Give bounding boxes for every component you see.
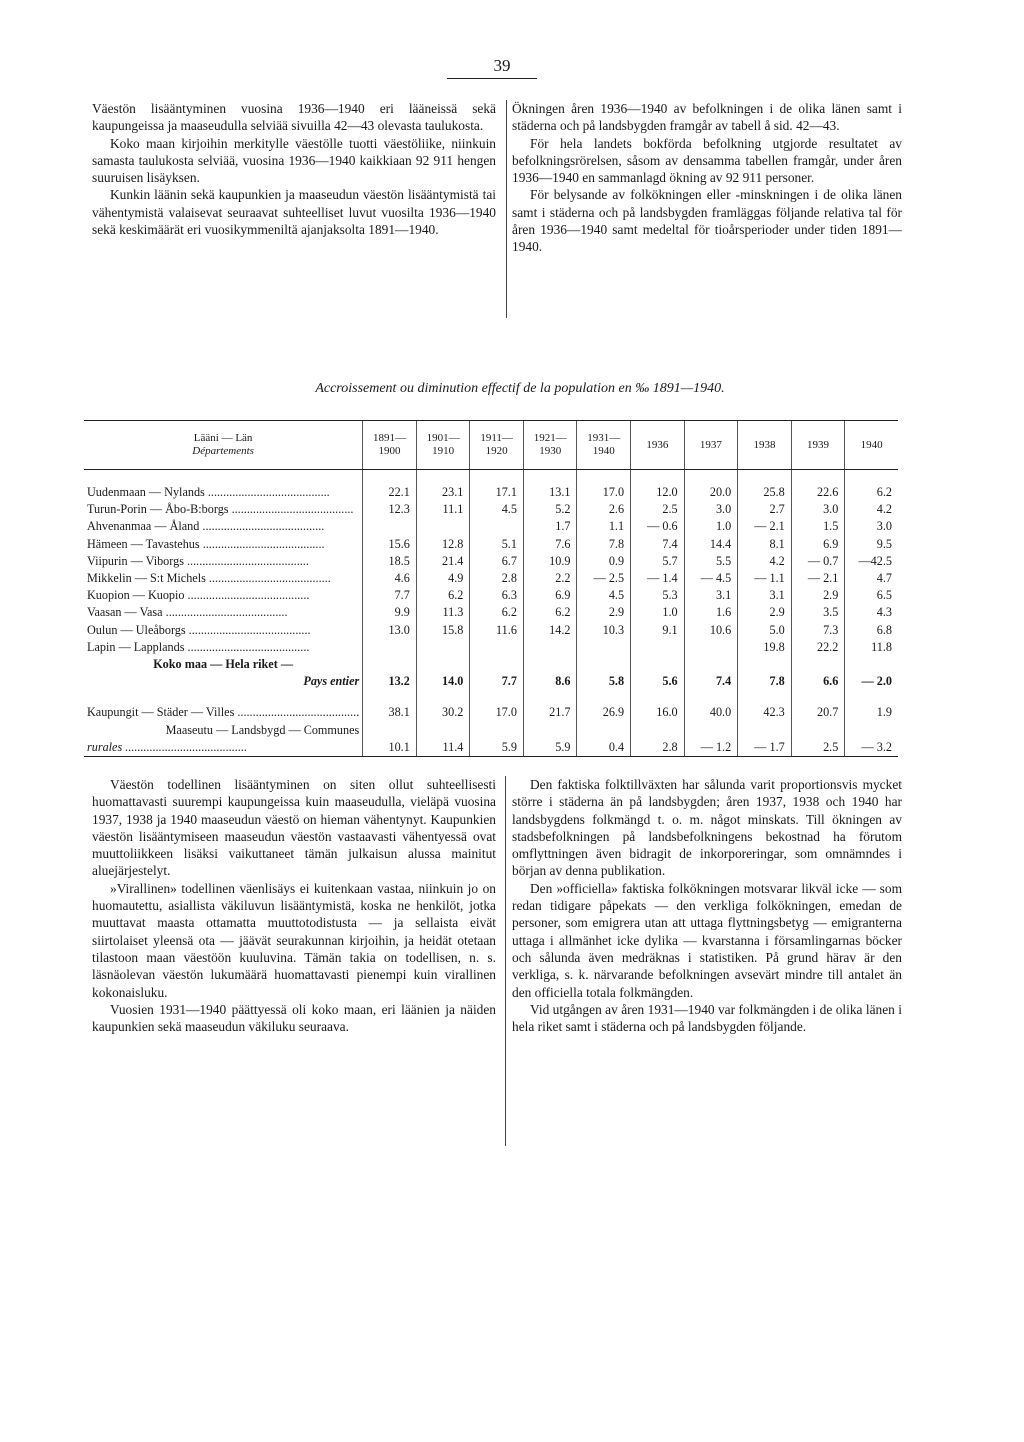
table-cell: 6.9 — [791, 536, 845, 553]
table-cell: 17.0 — [470, 704, 524, 721]
row-label — [84, 639, 363, 656]
row-label — [84, 721, 363, 738]
table-cell: 10.3 — [577, 622, 631, 639]
table-cell: 6.2 — [470, 604, 524, 621]
table-cell: 9.9 — [363, 604, 417, 621]
table-cell: 12.8 — [416, 536, 470, 553]
table-cell: 42.3 — [738, 704, 792, 721]
table-cell: 25.8 — [738, 484, 792, 501]
table-row — [84, 656, 898, 673]
row-label-text: Vaasan — Vasa ..... — [87, 605, 288, 619]
table-cell: — 3.2 — [845, 739, 898, 757]
table-cell: 11.1 — [416, 501, 470, 518]
column-header: 1911— 1920 — [470, 421, 524, 470]
table-cell: — 2.0 — [845, 673, 898, 690]
table-cell: 6.3 — [470, 587, 524, 604]
table-cell: 0.4 — [577, 739, 631, 757]
table-row — [84, 518, 898, 535]
table-cell — [738, 721, 792, 738]
table-cell: 3.0 — [791, 501, 845, 518]
row-label-text: Lapin — Lapplands ..... — [87, 640, 309, 654]
table-cell: 5.3 — [631, 587, 685, 604]
table-cell — [470, 721, 524, 738]
table-cell: — 0.7 — [791, 553, 845, 570]
table-cell: 13.1 — [523, 484, 577, 501]
paragraph: Vuosien 1931—1940 päättyessä oli koko maan, eri läänien ja näiden kaupunkien sekä maaseudun väkiluku seuraava. — [92, 1001, 496, 1035]
table-row — [84, 673, 898, 690]
table-cell: 11.4 — [416, 739, 470, 757]
table-cell: 2.9 — [791, 587, 845, 604]
table-cell: 21.4 — [416, 553, 470, 570]
table-cell: 4.6 — [363, 570, 417, 587]
column-header: 1931— 1940 — [577, 421, 631, 470]
table-cell: 13.2 — [363, 673, 417, 690]
column-header: 1921— 1930 — [523, 421, 577, 470]
table-cell — [631, 639, 685, 656]
table-cell: 7.6 — [523, 536, 577, 553]
paragraph: Den »officiella» faktiska folkökningen motsvarar likväl icke — som redan tidigare påpekats — den verkliga folkökningen, emedan de personer, som emigrera utan att uttaga flyttningsbetyg — emigranterna uttaga i allmänhet icke dylika — kvarstanna i församlingarnas böcker och sålunda även medräknas i statistiken. På grund härav är den verkliga, s. k. närvarande befolkningen avsevärt mindre till antalet än den officiella totala folkmängden. — [512, 880, 902, 1000]
table-cell: 11.6 — [470, 622, 524, 639]
table-cell: 9.5 — [845, 536, 898, 553]
table-cell: 5.2 — [523, 501, 577, 518]
paragraph: »Virallinen» todellinen väenlisäys ei kuitenkaan vastaa, niinkuin jo on huomautettu, asiallista väkiluvun lisääntymistä, koska ne henkilöt, jotka muuttavat maasta ottamatta muuttotodistusta — ja sellaista eivät siirtolaiset yleensä ota — jäävät seurakunnan kirjoihin, ja heidät otetaan tilastoon maan väestöön kuuluvina. Tämän takia on todellisen, n. s. läsnäolevan väestön lukumäärä huomattavasti pienempi kuin virallinen kokonaisluku. — [92, 880, 496, 1000]
table-cell: 6.9 — [523, 587, 577, 604]
table-cell: 1.5 — [791, 518, 845, 535]
table-cell — [416, 639, 470, 656]
spacer-row — [84, 690, 898, 704]
row-label — [84, 484, 363, 501]
paragraph: Koko maan kirjoihin merkitylle väestölle tuotti väestöliike, niinkuin samasta taulukosta selviää, vuosina 1936—1940 kaikkiaan 92 911 hengen suuruisen lisäyksen. — [92, 135, 496, 186]
table-cell: 1.1 — [577, 518, 631, 535]
row-label-text: Mikkelin — S:t Michels ..... — [87, 571, 331, 585]
table-cell: 4.3 — [845, 604, 898, 621]
table-cell — [577, 639, 631, 656]
table-cell — [738, 656, 792, 673]
table-cell: 6.6 — [791, 673, 845, 690]
paragraph: Den faktiska folktillväxten har sålunda varit proportionsvis mycket större i städerna än på landsbygden; åren 1937, 1938 och 1940 har landsbygdens folkmängd t. o. m. något minskats. Till ökningen av stadsbefolkningen på landsbefolkningens bekostnad ha förutom omflyttningen även bidragit de inkorporeringar, som omnämndes i början av denna publikation. — [512, 777, 902, 879]
row-label — [84, 587, 363, 604]
table-cell: 4.7 — [845, 570, 898, 587]
table-cell: 15.6 — [363, 536, 417, 553]
table-row — [84, 501, 898, 518]
table-cell: — 2.5 — [577, 570, 631, 587]
table-cell: — 1.7 — [738, 739, 792, 757]
table-row — [84, 721, 898, 738]
table-cell: 4.9 — [416, 570, 470, 587]
table-cell: 5.7 — [631, 553, 685, 570]
table-cell: 5.9 — [470, 739, 524, 757]
table-caption: Accroissement ou diminution effectif de la population en ‰ 1891—1940. — [315, 381, 725, 396]
table-cell: 7.8 — [577, 536, 631, 553]
table-cell: 2.9 — [738, 604, 792, 621]
table-cell: 1.0 — [631, 604, 685, 621]
table-cell: 8.1 — [738, 536, 792, 553]
page-number-rule — [447, 78, 537, 79]
top-right-column — [512, 100, 902, 256]
table-body — [84, 470, 898, 757]
column-divider — [505, 776, 506, 1146]
table-cell: 5.1 — [470, 536, 524, 553]
table-cell: 4.2 — [845, 501, 898, 518]
table-row — [84, 570, 898, 587]
row-label-text: Pays entier — [303, 674, 360, 689]
table-cell: 1.7 — [523, 518, 577, 535]
table-cell: 2.2 — [523, 570, 577, 587]
table-cell — [523, 656, 577, 673]
table-cell: 5.0 — [738, 622, 792, 639]
column-header: 1891— 1900 — [363, 421, 417, 470]
table-header-row — [84, 421, 898, 470]
row-label-text: Turun-Porin — Åbo-B:borgs ..... — [87, 502, 353, 516]
paragraph: Vid utgången av åren 1931—1940 var folkmängden i de olika länen i hela riket samt i städerna och på landsbygden följande. — [512, 1001, 902, 1035]
page-number: 39 — [493, 56, 511, 75]
paragraph: För hela landets bokförda befolkning utgjorde resultatet av befolkningsrörelsen, såsom av densamma tabellen framgår, under åren 1936—1940 en sammanlagd ökning av 92 911 personer. — [512, 135, 902, 186]
column-header: 1938 — [738, 421, 792, 470]
table-cell: 7.7 — [470, 673, 524, 690]
paragraph: Ökningen åren 1936—1940 av befolkningen i de olika länen samt i städerna och på landsbygden framgår av tabell å sid. 42—43. — [512, 101, 902, 134]
table-cell: 6.8 — [845, 622, 898, 639]
table-row — [84, 587, 898, 604]
table-cell: 16.0 — [631, 704, 685, 721]
table-cell: 21.7 — [523, 704, 577, 721]
table-cell: 23.1 — [416, 484, 470, 501]
row-label-text: Kaupungit — Städer — Villes ..... — [87, 705, 359, 719]
column-divider — [506, 100, 507, 318]
row-label — [84, 518, 363, 535]
table-cell: — 2.1 — [738, 518, 792, 535]
paragraph: Väestön todellinen lisääntyminen on siten ollut suhteellisesti huomattavasti suurempi kaupungeissa kuin maaseudulla, vieläpä vuosina 1937, 1938 ja 1940 maaseudun väestö on hieman vähentynyt. Kaupunkien väestön lisääntymiseen maaseudun väestön vastaavasti vähentyessä ovat muuttoliikkeen lisäksi vaikuttaneet tämän julkaisun alussa mainitut aluejärjestelyt. — [92, 777, 496, 879]
row-label-text: Oulun — Uleåborgs ..... — [87, 623, 311, 637]
row-label-text: Uudenmaan — Nylands ..... — [87, 485, 330, 499]
table-cell: — 2.1 — [791, 570, 845, 587]
table-cell: 2.5 — [791, 739, 845, 757]
table-cell — [631, 656, 685, 673]
row-label — [84, 739, 363, 757]
table-cell: 11.3 — [416, 604, 470, 621]
table-cell: 20.0 — [684, 484, 738, 501]
table-cell: 3.5 — [791, 604, 845, 621]
table-cell: 2.6 — [577, 501, 631, 518]
table-cell: 2.5 — [631, 501, 685, 518]
table-cell: 17.1 — [470, 484, 524, 501]
table-cell: 1.6 — [684, 604, 738, 621]
table-cell: 1.0 — [684, 518, 738, 535]
table-cell: 5.6 — [631, 673, 685, 690]
population-change-table — [84, 420, 898, 757]
table-cell: — 1.1 — [738, 570, 792, 587]
table-cell: 2.8 — [470, 570, 524, 587]
column-header: 1936 — [631, 421, 685, 470]
header-name: Lääni — Län — [193, 432, 253, 444]
column-header: 1940 — [845, 421, 898, 470]
table-cell — [523, 639, 577, 656]
table-cell — [416, 518, 470, 535]
table-cell — [791, 721, 845, 738]
column-header: 1901— 1910 — [416, 421, 470, 470]
table-cell: 20.7 — [791, 704, 845, 721]
table-cell — [684, 639, 738, 656]
row-label-text: Viipurin — Viborgs ..... — [87, 554, 309, 568]
table-cell: 2.8 — [631, 739, 685, 757]
table-cell: 14.0 — [416, 673, 470, 690]
table-cell — [523, 721, 577, 738]
table-cell: 12.3 — [363, 501, 417, 518]
row-label — [84, 570, 363, 587]
table-cell: 3.0 — [845, 518, 898, 535]
paragraph: För belysande av folkökningen eller -minskningen i de olika länen samt i städerna och på landsbygden framläggas följande relativa tal för åren 1936—1940 samt medeltal för tioårsperioder under tiden 1891—1940. — [512, 187, 902, 255]
table-cell: — 1.4 — [631, 570, 685, 587]
table-cell: 14.2 — [523, 622, 577, 639]
table-cell: 1.9 — [845, 704, 898, 721]
table-cell — [363, 656, 417, 673]
row-label — [84, 704, 363, 721]
table-cell: 7.7 — [363, 587, 417, 604]
table-cell: — 0.6 — [631, 518, 685, 535]
table-row — [84, 604, 898, 621]
table-cell: 7.3 — [791, 622, 845, 639]
table-cell — [684, 656, 738, 673]
column-header: 1937 — [684, 421, 738, 470]
spacer-row — [84, 470, 898, 485]
table-cell: 22.2 — [791, 639, 845, 656]
table-cell: 4.5 — [470, 501, 524, 518]
table-cell: 15.8 — [416, 622, 470, 639]
table-row — [84, 639, 898, 656]
table-cell: 22.6 — [791, 484, 845, 501]
row-label-text: Ahvenanmaa — Åland ..... — [87, 519, 324, 533]
table-cell: 5.5 — [684, 553, 738, 570]
table-cell: 6.2 — [523, 604, 577, 621]
table-cell: 10.1 — [363, 739, 417, 757]
table-cell — [577, 656, 631, 673]
table-row — [84, 484, 898, 501]
row-label-text: Hämeen — Tavastehus ..... — [87, 537, 325, 551]
table-cell: 3.0 — [684, 501, 738, 518]
table-cell: 3.1 — [738, 587, 792, 604]
table-cell: 26.9 — [577, 704, 631, 721]
table-row — [84, 704, 898, 721]
table-cell — [470, 656, 524, 673]
table-cell — [470, 639, 524, 656]
table-cell: 8.6 — [523, 673, 577, 690]
table-cell: 4.5 — [577, 587, 631, 604]
table-cell — [845, 721, 898, 738]
table-cell: 6.2 — [845, 484, 898, 501]
table-cell: 14.4 — [684, 536, 738, 553]
table-cell: 19.8 — [738, 639, 792, 656]
bottom-left-column — [92, 776, 496, 1035]
table-cell: 2.9 — [577, 604, 631, 621]
table-cell: 40.0 — [684, 704, 738, 721]
table-cell: 6.2 — [416, 587, 470, 604]
table-row — [84, 553, 898, 570]
table-cell: 0.9 — [577, 553, 631, 570]
table-cell — [845, 656, 898, 673]
table-cell: 5.9 — [523, 739, 577, 757]
column-header-district — [84, 421, 363, 470]
row-label-text: Maaseutu — Landsbygd — Communes — [165, 722, 360, 737]
table-cell — [631, 721, 685, 738]
row-label — [84, 673, 363, 690]
table-cell: —42.5 — [845, 553, 898, 570]
table-cell — [416, 721, 470, 738]
table-cell: 7.8 — [738, 673, 792, 690]
row-label — [84, 622, 363, 639]
row-label-text: rurales ..... — [87, 740, 247, 754]
table-cell — [363, 721, 417, 738]
header-name-french: Départements — [192, 445, 254, 457]
table-cell: 4.2 — [738, 553, 792, 570]
row-label — [84, 501, 363, 518]
table-cell: 17.0 — [577, 484, 631, 501]
table-cell — [470, 518, 524, 535]
table-cell: 13.0 — [363, 622, 417, 639]
table-cell: 10.9 — [523, 553, 577, 570]
paragraph: Väestön lisääntyminen vuosina 1936—1940 eri lääneissä sekä kaupungeissa ja maaseudulla selviää sivuilla 42—43 olevasta taulukosta. — [92, 101, 496, 134]
row-label — [84, 604, 363, 621]
table-cell — [363, 639, 417, 656]
table-cell: 5.8 — [577, 673, 631, 690]
row-label — [84, 553, 363, 570]
table-cell: 3.1 — [684, 587, 738, 604]
bottom-right-column — [512, 776, 902, 1035]
row-label-text: Kuopion — Kuopio ..... — [87, 588, 309, 602]
top-left-column — [92, 100, 496, 238]
paragraph: Kunkin läänin sekä kaupunkien ja maaseudun väestön lisääntymistä tai vähentymistä valaisevat seuraavat suhteelliset luvut vuosilta 1936—1940 sekä keskimäärät eri vuosikymmeniltä ajanjaksolta 1891—1940. — [92, 187, 496, 238]
table-cell: 6.5 — [845, 587, 898, 604]
table-row — [84, 739, 898, 757]
table-cell: — 4.5 — [684, 570, 738, 587]
table-cell — [791, 656, 845, 673]
row-label — [84, 536, 363, 553]
table-cell: 22.1 — [363, 484, 417, 501]
table-cell: 11.8 — [845, 639, 898, 656]
table-cell: — 1.2 — [684, 739, 738, 757]
table-cell: 30.2 — [416, 704, 470, 721]
table-row — [84, 536, 898, 553]
table-cell: 18.5 — [363, 553, 417, 570]
table-cell: 10.6 — [684, 622, 738, 639]
table-cell: 2.7 — [738, 501, 792, 518]
table-cell: 7.4 — [631, 536, 685, 553]
table-cell — [416, 656, 470, 673]
table-cell — [577, 721, 631, 738]
row-label-text: Koko maa — Hela riket — — [153, 656, 294, 671]
table-cell — [363, 518, 417, 535]
row-label — [84, 656, 363, 673]
table-cell: 9.1 — [631, 622, 685, 639]
table-cell: 38.1 — [363, 704, 417, 721]
table-cell: 12.0 — [631, 484, 685, 501]
table-row — [84, 622, 898, 639]
column-header: 1939 — [791, 421, 845, 470]
table-cell: 7.4 — [684, 673, 738, 690]
table-cell: 6.7 — [470, 553, 524, 570]
table-cell — [684, 721, 738, 738]
